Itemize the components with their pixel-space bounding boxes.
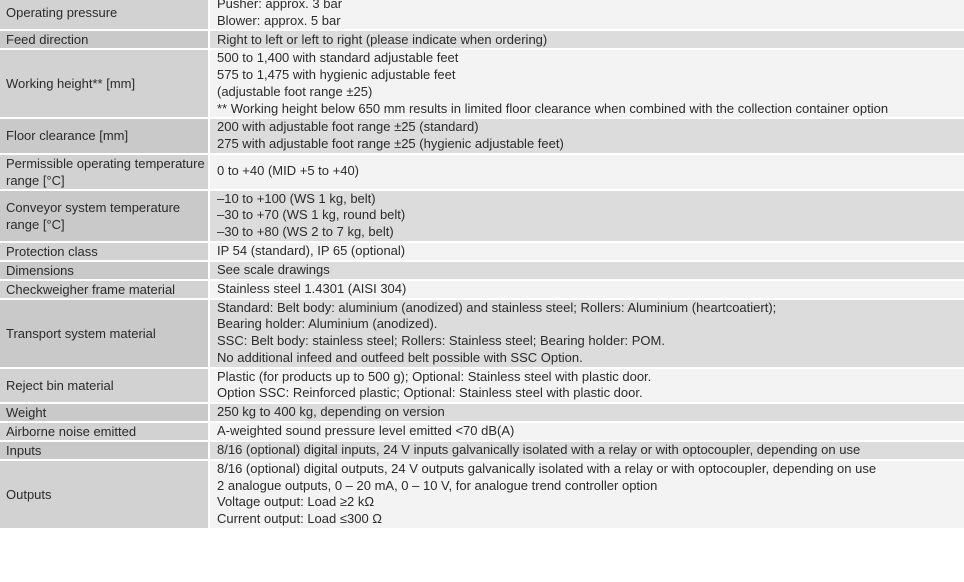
spec-label: Operating pressure [0, 0, 208, 29]
spec-label: Transport system material [0, 300, 208, 367]
spec-value [210, 423, 964, 440]
spec-row [0, 243, 964, 260]
spec-value [210, 31, 964, 48]
spec-row [0, 31, 964, 48]
spec-row [0, 155, 964, 189]
spec-value [210, 262, 964, 279]
spec-value-line: ** Working height below 650 mm results in limited floor clearance when combined with the collection container option [217, 100, 889, 116]
spec-label: Feed direction [0, 31, 208, 48]
spec-row [0, 50, 964, 117]
spec-value-line: Option SSC: Reinforced plastic; Optional: Stainless steel with plastic door. [217, 385, 643, 401]
spec-label: Conveyor system temperature range [°C] [0, 191, 208, 241]
spec-row [0, 442, 964, 459]
spec-value-line: See scale drawings [217, 261, 330, 277]
spec-label: Weight [0, 404, 208, 421]
spec-value [210, 404, 964, 421]
spec-value-line: 8/16 (optional) digital outputs, 24 V outputs galvanically isolated with a relay or with optocoupler, depending on use [217, 460, 877, 476]
spec-label: Airborne noise emitted [0, 423, 208, 440]
spec-row [0, 461, 964, 528]
spec-value-line: 500 to 1,400 with standard adjustable feet [217, 50, 459, 66]
spec-value-line: 0 to +40 (MID +5 to +40) [217, 163, 359, 179]
spec-row [0, 262, 964, 279]
spec-value-line: SSC: Belt body: stainless steel; Rollers: Stainless steel; Bearing holder: POM. [217, 333, 665, 349]
spec-value [210, 300, 964, 367]
spec-row [0, 119, 964, 152]
spec-value-line: A-weighted sound pressure level emitted <70 dB(A) [217, 423, 515, 439]
spec-value [210, 243, 964, 260]
spec-value [210, 191, 964, 241]
spec-label: Outputs [0, 461, 208, 528]
spec-value-line: 275 with adjustable foot range ±25 (hygienic adjustable feet) [217, 135, 564, 151]
spec-value-line: Blower: approx. 5 bar [217, 12, 341, 28]
spec-value [210, 50, 964, 117]
spec-row [0, 0, 964, 29]
spec-value-line: 8/16 (optional) digital inputs, 24 V inputs galvanically isolated with a relay or with optocoupler, depending on use [217, 442, 861, 458]
spec-value-line: 575 to 1,475 with hygienic adjustable feet [217, 67, 456, 83]
spec-value-line: Right to left or left to right (please indicate when ordering) [217, 31, 548, 47]
spec-value-line: Stainless steel 1.4301 (AISI 304) [217, 280, 407, 296]
spec-value-line: (adjustable foot range ±25) [217, 83, 373, 99]
spec-value-line: No additional infeed and outfeed belt possible with SSC Option. [217, 349, 583, 365]
spec-label: Checkweigher frame material [0, 281, 208, 298]
spec-value-line: Plastic (for products up to 500 g); Optional: Stainless steel with plastic door. [217, 368, 652, 384]
spec-value-line: IP 54 (standard), IP 65 (optional) [217, 242, 406, 258]
spec-value-line: Standard: Belt body: aluminium (anodized) and stainless steel; Rollers: Aluminium (heartcoatiert); [217, 299, 777, 315]
spec-value-line: Voltage output: Load ≥2 kΩ [217, 494, 375, 510]
spec-value-line: 250 kg to 400 kg, depending on version [217, 404, 445, 420]
spec-value-line: Current output: Load ≤300 Ω [217, 511, 383, 527]
spec-label: Inputs [0, 442, 208, 459]
spec-value-line: Pusher: approx. 3 bar [217, 0, 343, 11]
spec-label: Permissible operating temperature range [°C] [0, 155, 208, 189]
spec-row [0, 191, 964, 241]
spec-value-line: –30 to +70 (WS 1 kg, round belt) [217, 207, 406, 223]
spec-label: Reject bin material [0, 369, 208, 402]
spec-value [210, 369, 964, 402]
spec-value [210, 461, 964, 528]
spec-value [210, 119, 964, 152]
spec-value [210, 155, 964, 189]
spec-label: Dimensions [0, 262, 208, 279]
spec-row [0, 369, 964, 402]
spec-row [0, 281, 964, 298]
spec-row [0, 404, 964, 421]
spec-label: Protection class [0, 243, 208, 260]
spec-value-line: Bearing holder: Aluminium (anodized). [217, 316, 438, 332]
spec-value-line: –30 to +80 (WS 2 to 7 kg, belt) [217, 224, 394, 240]
spec-value-line: –10 to +100 (WS 1 kg, belt) [217, 190, 376, 206]
spec-value [210, 281, 964, 298]
spec-value [210, 442, 964, 459]
spec-label: Working height** [mm] [0, 50, 208, 117]
spec-value-line: 200 with adjustable foot range ±25 (standard) [217, 119, 479, 135]
spec-row [0, 300, 964, 367]
spec-value-line: 2 analogue outputs, 0 – 20 mA, 0 – 10 V, for analogue trend controller option [217, 477, 658, 493]
spec-row [0, 423, 964, 440]
spec-value [210, 0, 964, 29]
spec-label: Floor clearance [mm] [0, 119, 208, 152]
